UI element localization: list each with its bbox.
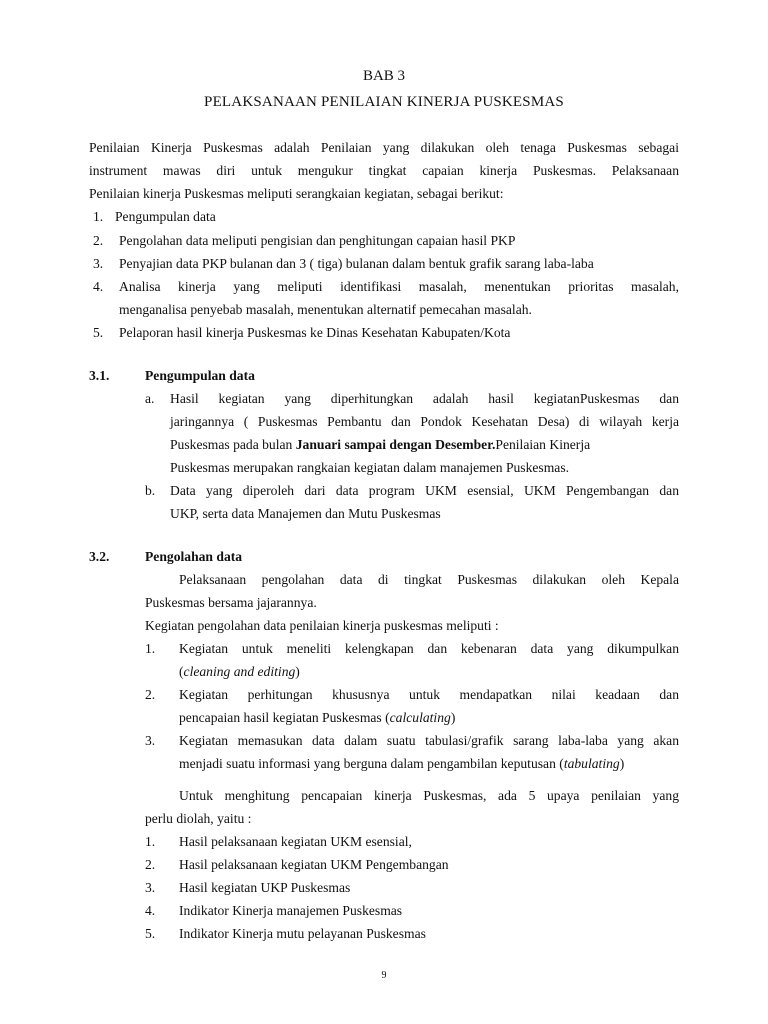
paragraph-line: Kegiatan pengolahan data penilaian kinerja puskesmas meliputi :: [145, 618, 499, 633]
item-label: a.: [145, 391, 155, 406]
section-number: 3.2.: [89, 549, 110, 564]
item-line-2-tail: ): [619, 756, 625, 771]
step-text: Pelaporan hasil kinerja Puskesmas ke Dinas Kesehatan Kabupaten/Kota: [119, 325, 511, 340]
step-number: 3.: [93, 256, 104, 271]
item-b-line-2: UKP, serta data Manajemen dan Mutu Puskesmas: [170, 506, 441, 521]
step-number: 5.: [93, 325, 104, 340]
step-number: 4.: [93, 279, 104, 294]
chapter-number: BAB 3: [362, 68, 406, 84]
step-text: Pengolahan data meliputi pengisian dan penghitungan capaian hasil PKP: [119, 233, 516, 248]
item-line-2-text: pencapaian hasil kegiatan Puskesmas (: [179, 710, 390, 725]
section-heading: Pengumpulan data: [145, 368, 255, 383]
item-line-1: Kegiatan perhitungan khususnya untuk mendapatkan nilai keadaan dan: [179, 687, 679, 702]
item-a-line-2: jaringannya ( Puskesmas Pembantu dan Pondok Kesehatan Desa) di wilayah kerja: [170, 414, 679, 429]
item-line-2: [179, 706, 455, 729]
step-text-continued: menganalisa penyebab masalah, menentukan alternatif pemecahan masalah.: [119, 302, 532, 317]
item-line-2: [179, 660, 300, 683]
step-number: 2.: [93, 233, 104, 248]
item-number: 1.: [145, 641, 156, 656]
item-number: 2.: [145, 687, 156, 702]
effort-number: 1.: [145, 834, 156, 849]
item-line-2-tail: ): [295, 664, 300, 679]
item-line-2-text: (: [179, 664, 184, 679]
item-line-2-italic: tabulating: [563, 756, 620, 771]
intro-line-2: instrument mawas diri untuk mengukur tingkat capaian kinerja Puskesmas. Pelaksanaan: [89, 163, 679, 178]
item-a-line-3-bold: Januari sampai dengan Desember.: [295, 437, 496, 452]
effort-text: Indikator Kinerja mutu pelayanan Puskesmas: [179, 926, 426, 941]
section-number: 3.1.: [89, 368, 110, 383]
page-number: 9: [381, 970, 387, 981]
item-line-2-italic: cleaning and editing: [183, 664, 296, 679]
item-label: b.: [145, 483, 156, 498]
item-a-line-3-text: Puskesmas pada bulan: [170, 437, 296, 452]
item-line-2-text: menjadi suatu informasi yang berguna dalam pengambilan keputusan (: [179, 756, 564, 771]
step-text: Analisa kinerja yang meliputi identifikasi masalah, menentukan prioritas masalah,: [119, 279, 679, 294]
intro-line-1: Penilaian Kinerja Puskesmas adalah Penilaian yang dilakukan oleh tenaga Puskesmas sebagai: [89, 140, 679, 155]
item-a-line-3: [170, 433, 590, 456]
step-number: 1.: [93, 209, 104, 224]
intro-line-3: Penilaian kinerja Puskesmas meliputi serangkaian kegiatan, sebagai berikut:: [89, 186, 504, 201]
effort-number: 4.: [145, 903, 156, 918]
effort-text: Hasil pelaksanaan kegiatan UKM Pengembangan: [179, 857, 449, 872]
effort-text: Hasil kegiatan UKP Puskesmas: [179, 880, 351, 895]
item-a-line-3-tail: Penilaian Kinerja: [495, 437, 591, 452]
step-text: Pengumpulan data: [115, 209, 216, 224]
item-number: 3.: [145, 733, 156, 748]
item-line-2-tail: ): [450, 710, 456, 725]
chapter-title: PELAKSANAAN PENILAIAN KINERJA PUSKESMAS: [204, 94, 564, 110]
paragraph-line: Untuk menghitung pencapaian kinerja Puskesmas, ada 5 upaya penilaian yang: [179, 788, 679, 803]
step-text: Penyajian data PKP bulanan dan 3 ( tiga) bulanan dalam bentuk grafik sarang laba-laba: [119, 256, 594, 271]
item-a-line-4: Puskesmas merupakan rangkaian kegiatan dalam manajemen Puskesmas.: [170, 460, 570, 475]
item-a-line-1: Hasil kegiatan yang diperhitungkan adalah hasil kegiatanPuskesmas dan: [170, 391, 679, 406]
effort-text: Hasil pelaksanaan kegiatan UKM esensial,: [179, 834, 412, 849]
paragraph-line: Puskesmas bersama jajarannya.: [145, 595, 317, 610]
section-heading: Pengolahan data: [145, 549, 243, 564]
effort-number: 3.: [145, 880, 156, 895]
effort-text: Indikator Kinerja manajemen Puskesmas: [179, 903, 403, 918]
item-line-2-italic: calculating: [389, 710, 451, 725]
item-line-2: [179, 752, 624, 775]
item-line-1: Kegiatan memasukan data dalam suatu tabulasi/grafik sarang laba-laba yang akan: [179, 733, 679, 748]
paragraph-line: Pelaksanaan pengolahan data di tingkat Puskesmas dilakukan oleh Kepala: [179, 572, 679, 587]
item-line-1: Kegiatan untuk meneliti kelengkapan dan kebenaran data yang dikumpulkan: [179, 641, 679, 656]
effort-number: 2.: [145, 857, 156, 872]
item-b-line-1: Data yang diperoleh dari data program UKM esensial, UKM Pengembangan dan: [170, 483, 679, 498]
paragraph-line: perlu diolah, yaitu :: [145, 811, 252, 826]
effort-number: 5.: [145, 926, 156, 941]
